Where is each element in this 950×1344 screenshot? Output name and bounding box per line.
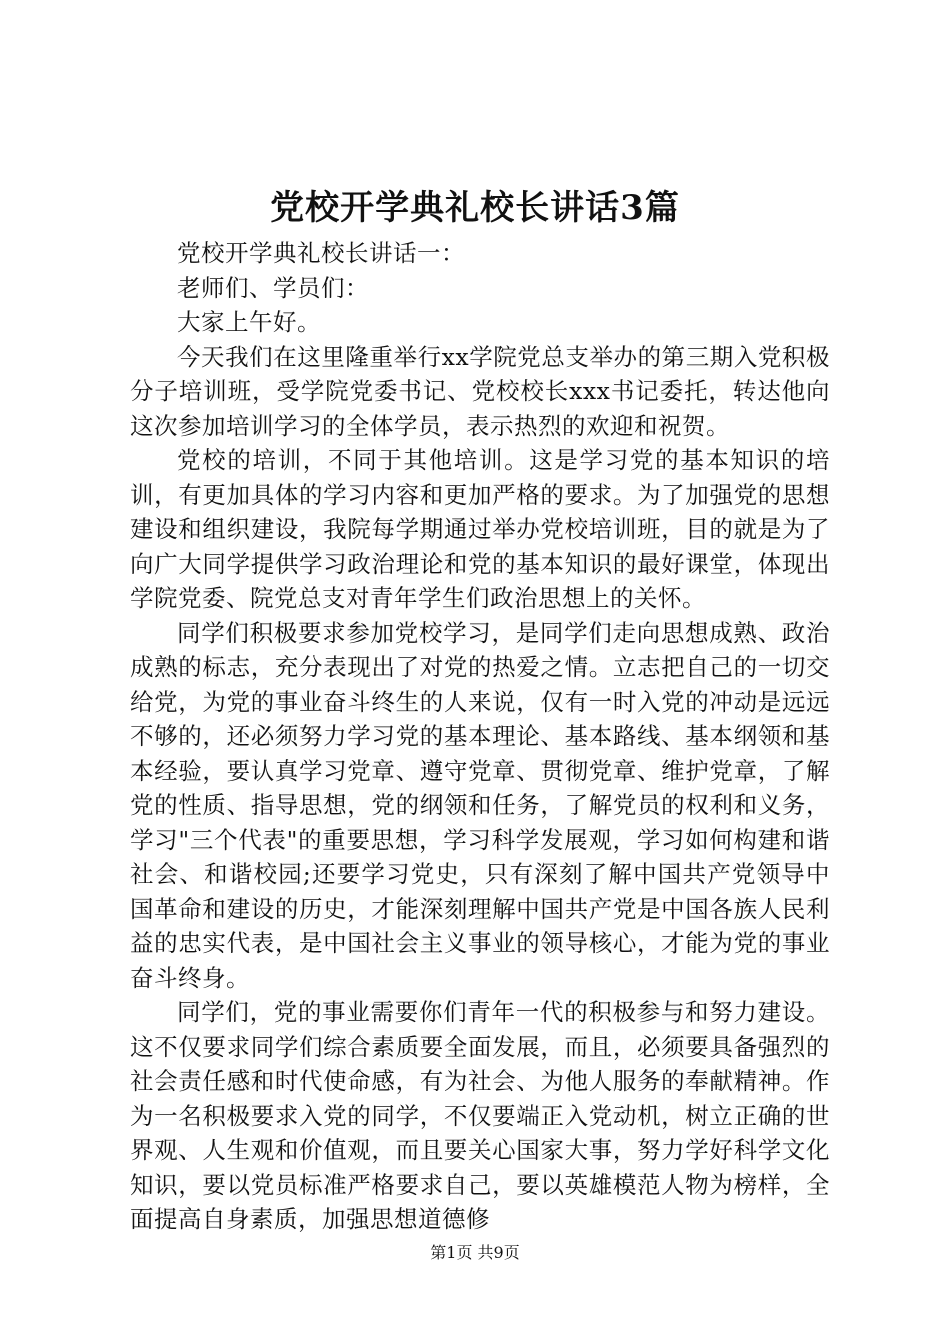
paragraph: 同学们积极要求参加党校学习，是同学们走向思想成熟、政治成熟的标志，充分表现出了对党的热爱之情。立志把自己的一切交给党，为党的事业奋斗终生的人来说，仅有一时入党的冲动是远远不够的，还必须努力学习党的基本理论、基本路线、基本纲领和基本经验，要认真学习党章、遵守党章、贯彻党章、维护党章，了解党的性质、指导思想，党的纲领和任务，了解党员的权利和义务，学习"三个代表"的重要思想，学习科学发展观，学习如何构建和谐社会、和谐校园;还要学习党史，只有深刻了解中国共产党领导中国革命和建设的历史，才能深刻理解中国共产党是中国各族人民利益的忠实代表，是中国社会主义事业的领导核心，才能为党的事业奋斗终身。 <box>130 618 830 992</box>
paragraph: 今天我们在这里隆重举行xx学院党总支举办的第三期入党积极分子培训班，受学院党委书记、党校校长xxx书记委托，转达他向这次参加培训学习的全体学员，表示热烈的欢迎和祝贺。 <box>130 342 830 440</box>
paragraph: 大家上午好。 <box>177 308 321 336</box>
page-number-footer: 第1页 共9页 <box>430 1243 520 1262</box>
paragraph: 党校的培训，不同于其他培训。这是学习党的基本知识的培训，有更加具体的学习内容和更加严格的要求。为了加强党的思想建设和组织建设，我院每学期通过举办党校培训班，目的就是为了向广大同学提供学习政治理论和党的基本知识的最好课堂，体现出学院党委、院党总支对青年学生们政治思想上的关怀。 <box>130 446 830 612</box>
document-body <box>130 236 830 1237</box>
paragraph: 同学们，党的事业需要你们青年一代的积极参与和努力建设。这不仅要求同学们综合素质要全面发展，而且，必须要具备强烈的社会责任感和时代使命感，有为社会、为他人服务的奉献精神。作为一名积极要求入党的同学，不仅要端正入党动机，树立正确的世界观、人生观和价值观，而且要关心国家大事，努力学好科学文化知识，要以党员标准严格要求自己，要以英雄模范人物为榜样，全面提高自身素质，加强思想道德修 <box>130 998 830 1233</box>
paragraph: 党校开学典礼校长讲话一： <box>177 239 465 267</box>
document-title: 党校开学典礼校长讲话3篇 <box>270 188 680 228</box>
paragraph: 老师们、学员们： <box>177 273 369 302</box>
